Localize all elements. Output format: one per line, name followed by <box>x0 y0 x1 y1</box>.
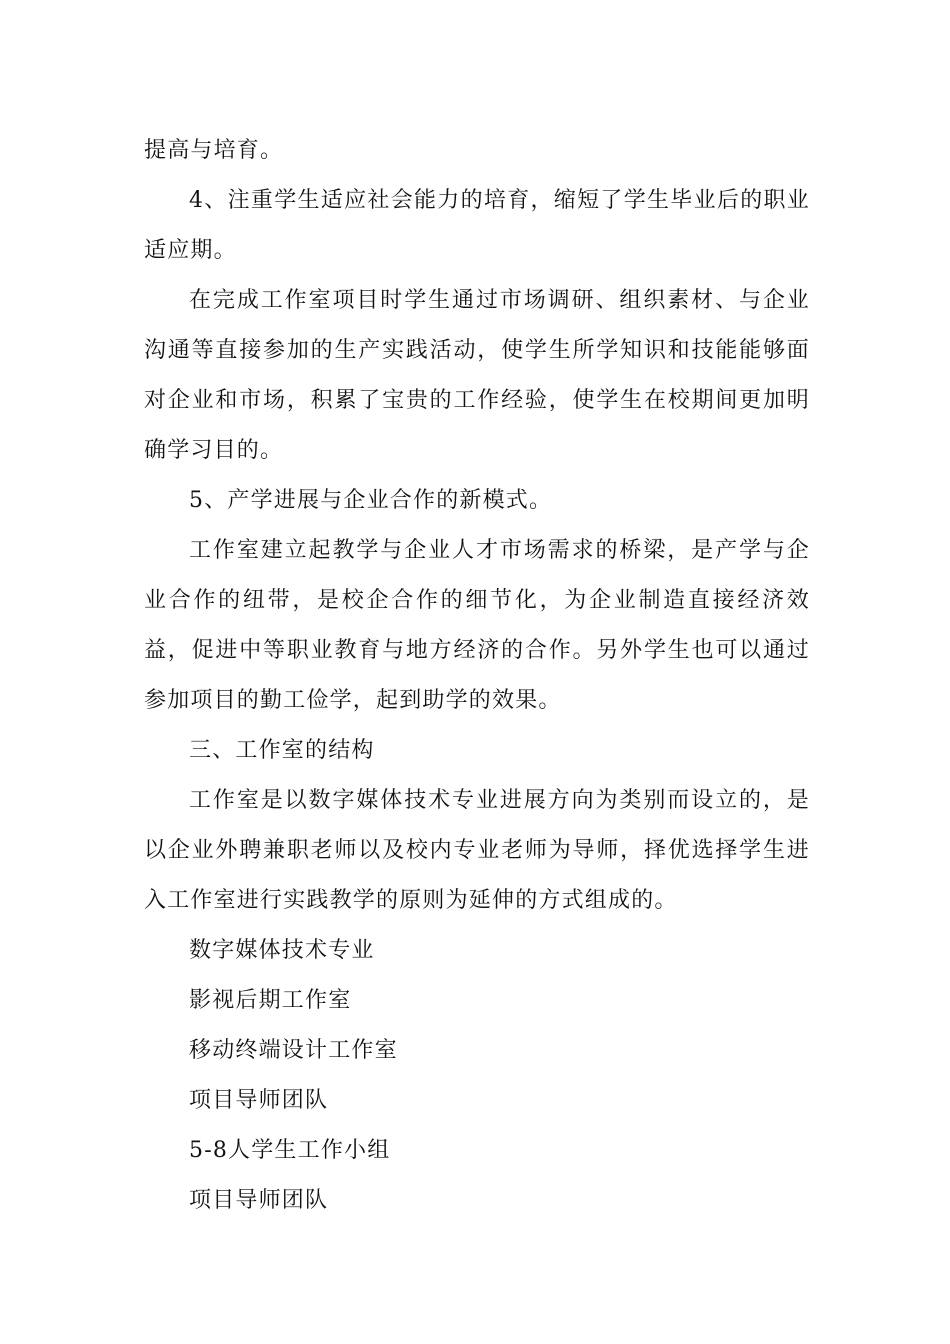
structure-item: 影视后期工作室 <box>189 988 352 1013</box>
paragraph: 4、注重学生适应社会能力的培育，缩短了学生毕业后的职业适应期。 <box>144 188 810 263</box>
structure-item: 5-8人学生工作小组 <box>189 1138 391 1163</box>
paragraph: 5、产学进展与企业合作的新模式。 <box>189 488 553 513</box>
structure-item: 项目导师团队 <box>189 1088 329 1113</box>
structure-item: 数字媒体技术专业 <box>189 938 375 963</box>
paragraph: 提高与培育。 <box>144 138 284 163</box>
document-body <box>144 126 810 1226</box>
paragraph: 工作室建立起教学与企业人才市场需求的桥梁，是产学与企业合作的纽带，是校企合作的细节化，为企业制造直接经济效益，促进中等职业教育与地方经济的合作。另外学生也可以通过参加项目的勤工俭学，起到助学的效果。 <box>144 538 810 713</box>
paragraph: 在完成工作室项目时学生通过市场调研、组织素材、与企业沟通等直接参加的生产实践活动，使学生所学知识和技能能够面对企业和市场，积累了宝贵的工作经验，使学生在校期间更加明确学习目的。 <box>144 288 810 463</box>
structure-item: 移动终端设计工作室 <box>189 1038 398 1063</box>
structure-item: 项目导师团队 <box>189 1188 329 1213</box>
section-heading: 三、工作室的结构 <box>189 738 375 763</box>
paragraph: 工作室是以数字媒体技术专业进展方向为类别而设立的，是以企业外聘兼职老师以及校内专业老师为导师，择优选择学生进入工作室进行实践教学的原则为延伸的方式组成的。 <box>144 788 810 913</box>
